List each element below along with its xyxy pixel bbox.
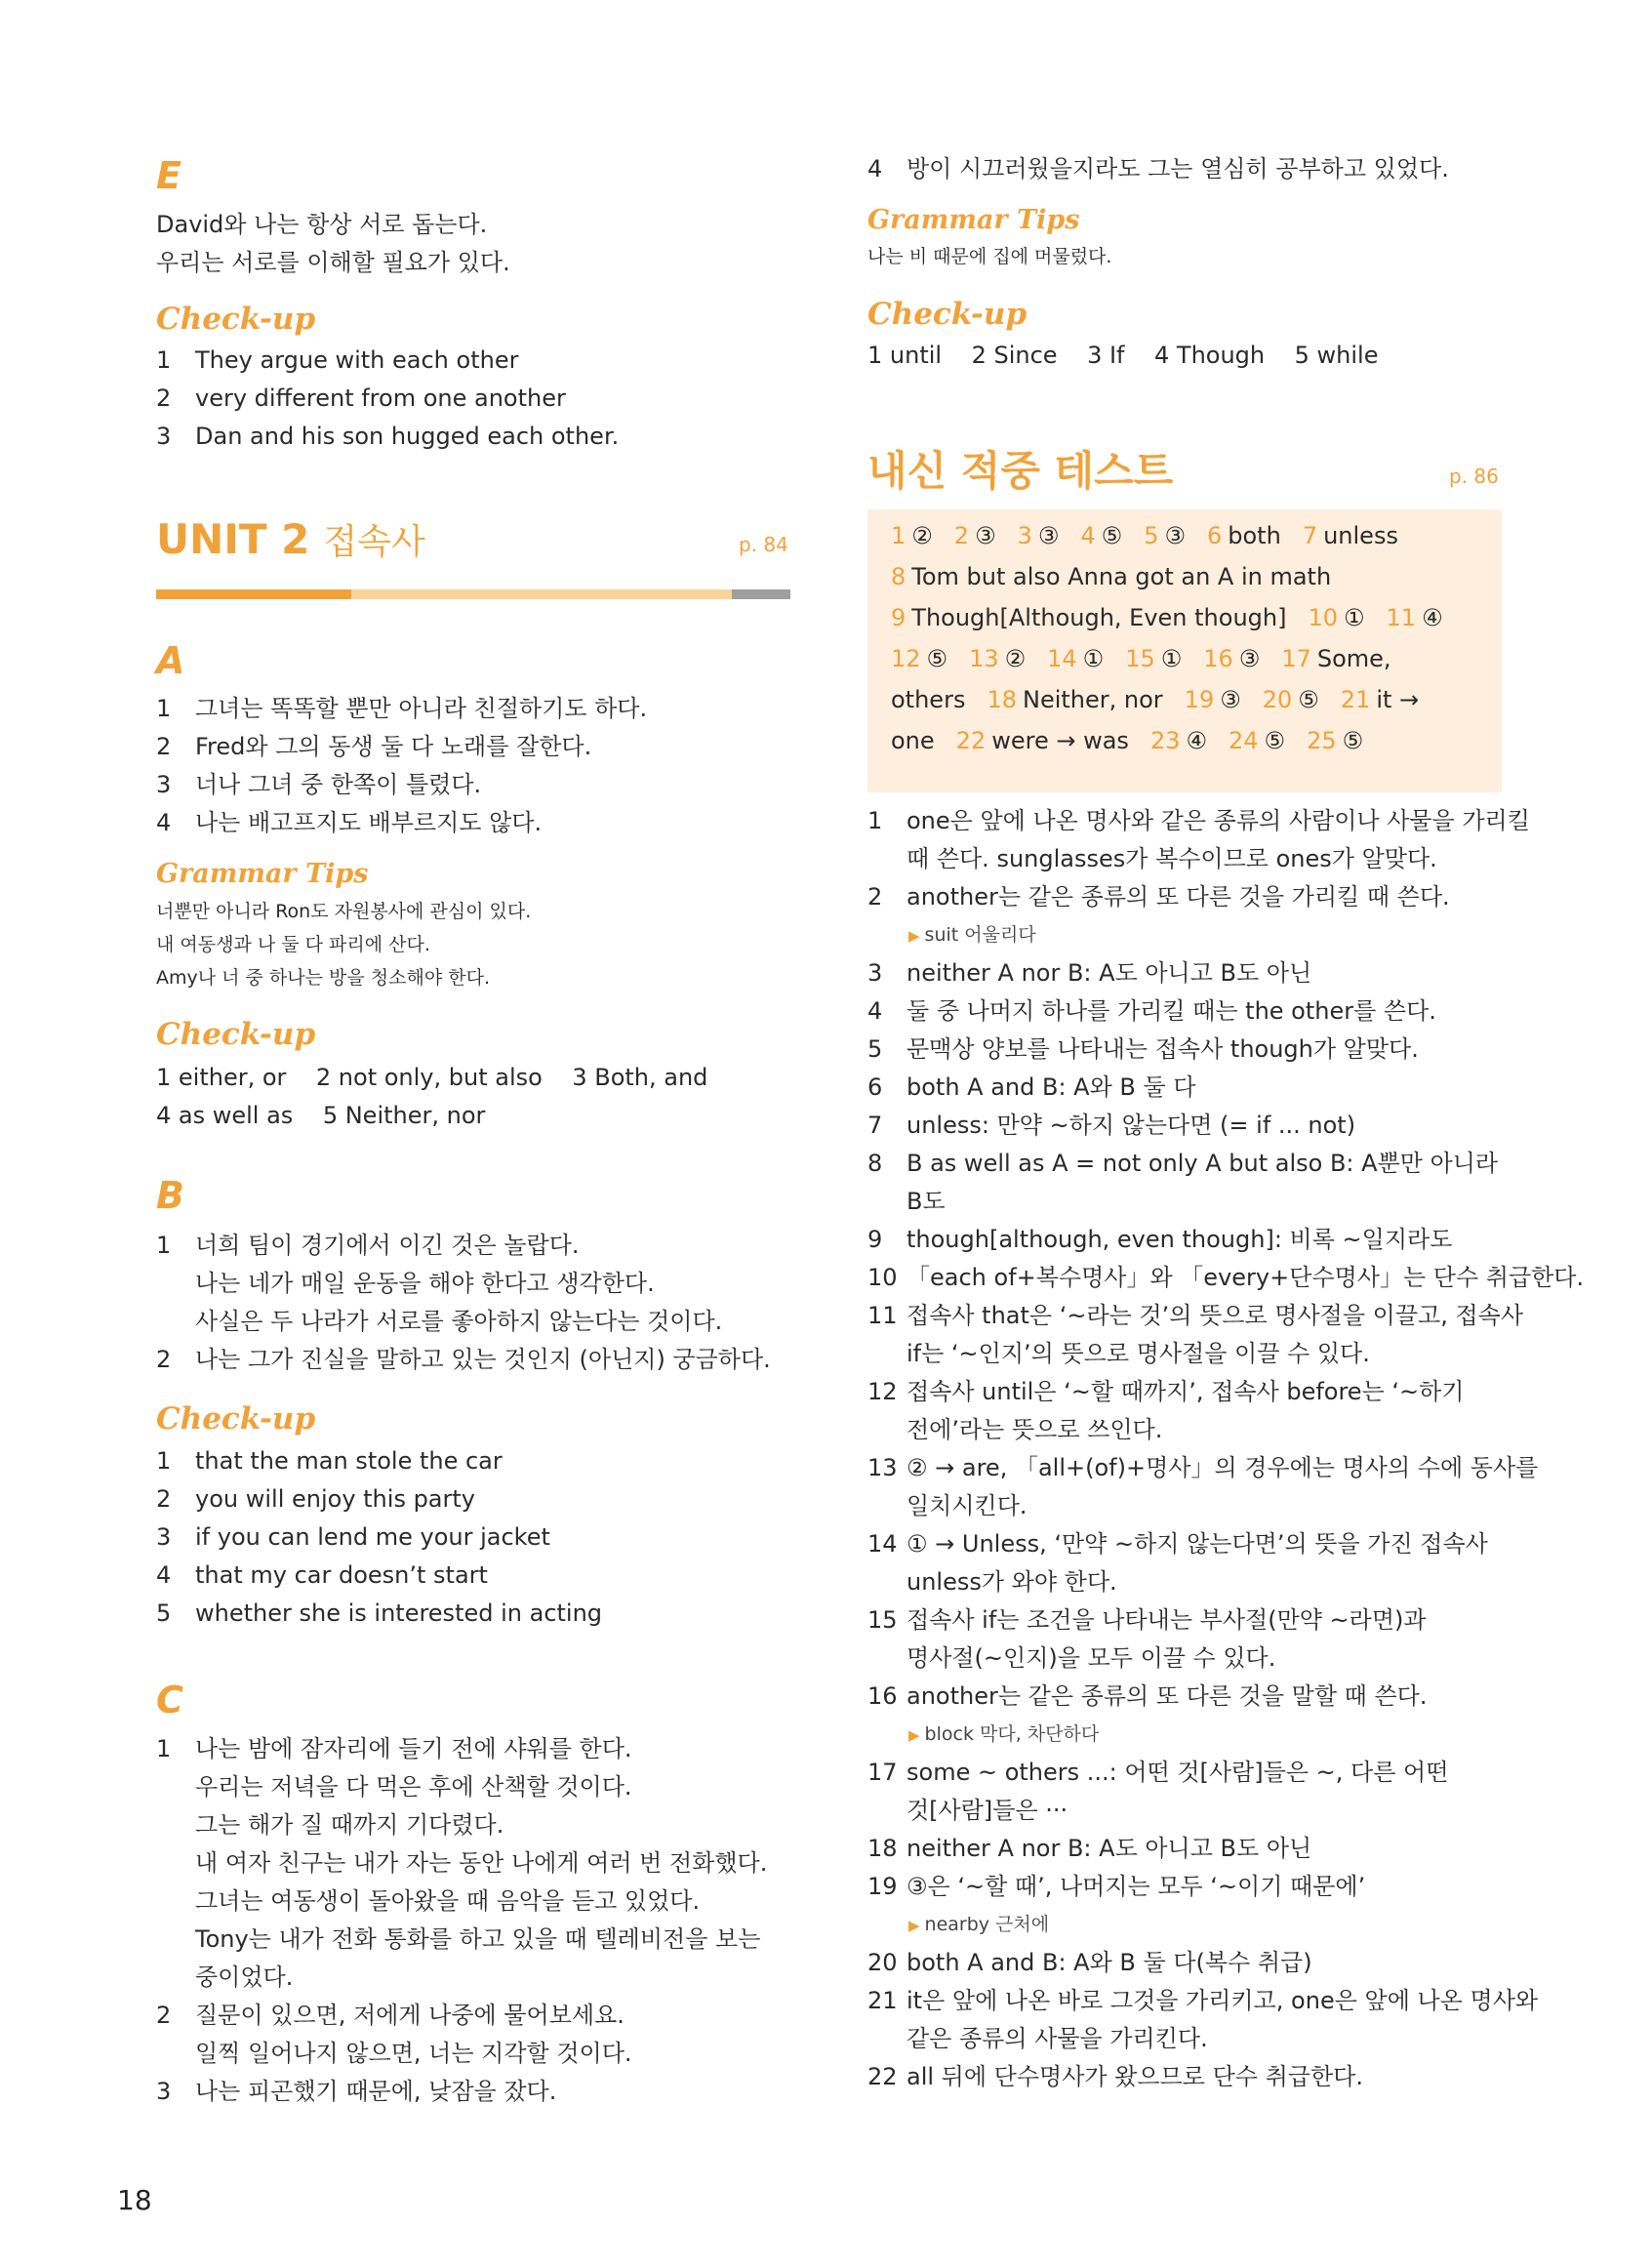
item-text: that my car doesn’t start [195,1561,488,1589]
answer-number: 12 [891,645,921,672]
explanation-text: 둘 중 나머지 하나를 가리킬 때는 the other를 쓴다. [907,997,1436,1025]
item-text: 일찍 일어나지 않으면, 너는 지각할 것이다. [195,2040,632,2067]
explanation-line [867,1487,1502,1525]
answer-number: 5 [1144,522,1159,549]
explanation-line [867,2020,1502,2058]
list-item [156,1882,800,1921]
answer-value: ⑤ [1342,727,1364,754]
explanation-text: neither A nor B: A도 아니고 B도 아닌 [907,959,1312,987]
e-line: David와 나는 항상 서로 돕는다. [156,211,488,238]
list-item [156,1595,800,1633]
item-number: 2 [156,385,172,412]
a-grammar-tips [156,895,800,994]
explanation-text: one은 앞에 나온 명사와 같은 종류의 사람이나 사물을 가리킬 [907,807,1530,834]
answer-number: 2 [953,522,970,549]
item-number: 1 [156,1735,172,1762]
unit-page-ref: p. 84 [739,533,788,556]
item-text: Fred와 그의 동생 둘 다 노래를 잘한다. [195,733,592,760]
explanation-line [867,878,1502,916]
item-number: 1 [156,695,172,722]
explanation-text: 접속사 that은 ‘~라는 것’의 뜻으로 명사절을 이끌고, 접속사 [907,1302,1523,1329]
explanation-number: 20 [867,1949,898,1976]
answer-value: Tom but also Anna got an A in math [911,563,1332,590]
answer-value: ③ [1164,522,1186,549]
explanation-number: 16 [867,1682,898,1710]
list-item [156,418,800,456]
explanation-line [867,1221,1502,1259]
explanation-number: 3 [867,959,883,987]
list-item [156,1341,800,1379]
explanation-number: 12 [867,1378,898,1405]
item-text: 질문이 있으면, 저에게 나중에 물어보세요. [195,2002,625,2029]
explanation-line [867,1259,1585,1297]
note-text: suit 어울리다 [924,924,1036,946]
explanation-text: another는 같은 종류의 또 다른 것을 가리킬 때 쓴다. [907,883,1450,911]
checkup-line: 1 either, or 2 not only, but also 3 Both, and [156,1064,708,1091]
unit-number: UNIT 2 [156,515,310,563]
item-text: 나는 배고프지도 배부르지도 않다. [195,809,543,836]
explanation-line [867,1982,1539,2020]
explanation-line [867,1792,1502,1830]
answer-number: 15 [1125,645,1155,672]
right-checkup-title: Check-up [867,297,1027,332]
explanation-line [867,1830,1502,1868]
explanation-line [867,1183,1502,1221]
list-item [156,1806,800,1844]
explanation-line [867,1107,1502,1145]
list-item [156,728,800,766]
explanation-number: 5 [867,1035,883,1063]
answer-value: ⑤ [1298,686,1319,713]
section-letter-c: C [156,1679,183,1721]
item-text: you will enjoy this party [195,1485,475,1513]
explanation-line [867,2058,1502,2096]
item-text: 사실은 두 나라가 서로를 좋아하지 않는다는 것이다. [195,1308,723,1335]
right-top-item [867,150,1502,188]
answer-value: ② [1004,645,1027,672]
answer-value: others [891,686,966,713]
section-letter-e: E [156,154,181,197]
answer-number: 8 [891,563,907,590]
explanation-text: all 뒤에 단수명사가 왔으므로 단수 취급한다. [907,2063,1363,2090]
item-text: if you can lend me your jacket [195,1523,550,1551]
triangle-bullet-icon: ▶ [908,1917,920,1934]
answer-number: 14 [1047,645,1077,672]
answer-key-box [867,509,1502,792]
section-letter-a: A [156,639,185,682]
item-text: 우리는 저녁을 다 먹은 후에 산책할 것이다. [195,1773,632,1801]
list-item [156,1959,800,1997]
answer-number: 19 [1184,686,1215,713]
item-number: 3 [156,2078,172,2105]
answer-value: Some, [1316,645,1391,672]
triangle-bullet-icon: ▶ [908,927,920,945]
checkup-line: 4 as well as 5 Neither, nor [156,1102,486,1129]
explanation-text: some ~ others ...: 어떤 것[사람]들은 ~, 다른 어떤 [907,1759,1449,1786]
a-checkup-list [156,1059,800,1135]
unit-divider-bar [156,589,790,599]
list-item [156,1730,800,1768]
item-text: 나는 그가 진실을 말하고 있는 것인지 (아닌지) 궁금하다. [195,1346,771,1373]
list-item [156,1844,800,1882]
item-text: 방이 시끄러웠을지라도 그는 열심히 공부하고 있었다. [907,155,1449,182]
item-text: 그녀는 여동생이 돌아왔을 때 음악을 듣고 있었다. [195,1887,701,1915]
item-text: 그녀는 똑똑할 뿐만 아니라 친절하기도 하다. [195,695,648,722]
explanation-note [867,1716,1502,1754]
answer-value: ① [1344,604,1365,631]
explanation-text: neither A nor B: A도 아니고 B도 아닌 [907,1835,1312,1862]
answer-value: ⑤ [1101,522,1123,549]
list-item [156,1480,800,1518]
item-number: 3 [156,423,172,450]
item-number: 2 [156,2002,172,2029]
answer-value: Neither, nor [1023,686,1163,713]
item-text: 내 여자 친구는 내가 자는 동안 나에게 여러 번 전화했다. [195,1849,768,1877]
right-grammar-tips-title: Grammar Tips [867,205,1080,235]
explanation-text: unless: 만약 ~하지 않는다면 (= if ... not) [907,1112,1356,1139]
item-number: 1 [156,1447,172,1475]
item-text: that the man stole the car [195,1447,503,1475]
test-title: 내신 적중 테스트 [867,447,1174,495]
b-items [156,1227,800,1379]
b-checkup-title: Check-up [156,1401,316,1437]
explanation-text: 접속사 if는 조건을 나타내는 부사절(만약 ~라면)과 [907,1606,1427,1634]
list-item [156,1518,800,1557]
explanation-number: 19 [867,1873,898,1900]
answer-value: both [1228,522,1281,549]
e-checkup-list [156,342,800,456]
answer-value: ③ [1238,645,1261,672]
explanation-number: 2 [867,883,883,911]
unit-subtitle: 접속사 [323,522,425,562]
a-grammar-tips-title: Grammar Tips [156,859,369,889]
explanation-text: 전에’라는 뜻으로 쓰인다. [907,1416,1163,1443]
unit-title [156,514,425,564]
explanation-text: 문맥상 양보를 나타내는 접속사 though가 알맞다. [907,1035,1419,1063]
explanation-number: 18 [867,1835,898,1862]
item-number: 2 [156,1485,172,1513]
explanation-text: both A and B: A와 B 둘 다 [907,1073,1196,1101]
explanation-line [867,1640,1502,1678]
a-items [156,690,800,842]
explanation-line [867,1069,1502,1107]
list-item [156,2035,800,2073]
answer-value: ④ [1422,604,1443,631]
answer-value: ③ [1037,522,1060,549]
item-text: 너희 팀이 경기에서 이긴 것은 놀랍다. [195,1232,580,1259]
explanation-text: 같은 종류의 사물을 가리킨다. [907,2025,1208,2052]
answer-number: 1 [891,522,907,549]
list-item [156,1768,800,1806]
explanation-number: 4 [867,997,883,1025]
answer-value: it → [1376,686,1420,713]
explanation-text: 일치시킨다. [907,1492,1027,1519]
answer-value: ⑤ [1264,727,1286,754]
explanation-line [867,1373,1502,1411]
explanation-number: 13 [867,1454,898,1481]
item-number: 4 [867,155,883,182]
answer-value: Though[Although, Even though] [911,604,1287,631]
explanation-number: 8 [867,1150,883,1177]
answer-number: 20 [1262,686,1293,713]
explanation-number: 14 [867,1530,898,1558]
explanation-text: unless가 와야 한다. [907,1568,1117,1596]
bar-segment [351,589,732,599]
a-checkup-title: Check-up [156,1017,316,1052]
answer-value: one [891,727,935,754]
answer-number: 3 [1017,522,1032,549]
page-number: 18 [117,2184,152,2216]
answer-number: 10 [1308,604,1339,631]
bar-segment [732,589,790,599]
explanation-text: 때 쓴다. sunglasses가 복수이므로 ones가 알맞다. [907,845,1437,872]
list-item [156,1303,800,1341]
explanation-line [867,1563,1502,1601]
explanation-text: ③은 ‘~할 때’, 나머지는 모두 ‘~이기 때문에’ [907,1873,1366,1900]
list-item [156,1227,800,1265]
answer-value: ⑤ [926,645,948,672]
explanation-text: another는 같은 종류의 또 다른 것을 말할 때 쓴다. [907,1682,1428,1710]
explanation-text: if는 ‘~인지’의 뜻으로 명사절을 이끌 수 있다. [907,1340,1370,1367]
item-text: Tony는 내가 전화 통화를 하고 있을 때 텔레비전을 보는 [195,1925,761,1953]
tip-line: 나는 비 때문에 집에 머물렀다. [867,246,1112,267]
list-item [156,1442,800,1480]
answer-value: ④ [1186,727,1207,754]
answer-number: 17 [1281,645,1311,672]
tip-line: 내 여동생과 나 둘 다 파리에 산다. [156,934,430,955]
section-letter-b: B [156,1174,184,1217]
answer-number: 24 [1229,727,1259,754]
explanation-number: 1 [867,807,883,834]
answer-number: 6 [1206,522,1223,549]
answer-value: ③ [1220,686,1241,713]
explanation-line [867,1411,1502,1449]
explanation-line [867,1297,1523,1335]
explanation-note [867,1906,1502,1944]
item-text: They argue with each other [195,346,519,374]
answer-number: 21 [1340,686,1371,713]
item-number: 1 [156,1232,172,1259]
explanation-number: 6 [867,1073,883,1101]
item-text: 중이었다. [195,1963,294,1991]
answer-line [891,515,1420,556]
explanation-line [867,954,1502,992]
bar-segment [156,589,351,599]
answer-number: 25 [1307,727,1337,754]
e-lines [156,206,800,282]
answer-line [891,638,1413,679]
e-line: 우리는 서로를 이해할 필요가 있다. [156,249,510,276]
explanation-text: though[although, even though]: 비록 ~일지라도 [907,1226,1453,1253]
answer-line [891,597,1465,638]
explanation-line [867,1944,1502,1982]
explanation-text: 접속사 until은 ‘~할 때까지’, 접속사 before는 ‘~하기 [907,1378,1465,1405]
explanation-text: B도 [907,1188,946,1215]
explanation-line [867,992,1502,1031]
list-item [156,1265,800,1303]
list-item [156,1557,800,1595]
explanation-text: 것[사람]들은 ··· [907,1797,1068,1824]
explanation-number: 21 [867,1987,898,2014]
right-grammar-tips [867,240,1502,273]
answer-value: were → was [991,727,1129,754]
item-number: 3 [156,1523,172,1551]
explanation-line [867,1868,1502,1906]
note-text: block 막다, 차단하다 [924,1723,1100,1745]
explanation-text: ② → are, 「all+(of)+명사」의 경우에는 명사의 수에 동사를 [907,1454,1539,1481]
explanation-text: ① → Unless, ‘만약 ~하지 않는다면’의 뜻을 가진 접속사 [907,1530,1488,1558]
answer-number: 9 [891,604,907,631]
explanation-line [867,802,1530,840]
answer-number: 4 [1080,522,1096,549]
tip-line: 너뿐만 아니라 Ron도 자원봉사에 관심이 있다. [156,901,532,922]
explanation-number: 15 [867,1606,898,1634]
list-item [867,150,1502,188]
note-text: nearby 근처에 [924,1914,1050,1935]
list-item [156,690,800,728]
explanation-line [867,1449,1539,1487]
explanation-line [867,1601,1502,1640]
item-number: 2 [156,1346,172,1373]
answer-number: 13 [969,645,999,672]
list-item [156,342,800,380]
list-item [156,1921,800,1959]
right-checkup-list [867,337,1502,375]
item-number: 5 [156,1599,172,1627]
explanation-list [867,802,1585,2096]
answer-line [891,679,1440,720]
explanation-text: 명사절(~인지)을 모두 이끌 수 있다. [907,1644,1276,1672]
explanation-text: 「each of+복수명사」와 「every+단수명사」는 단수 취급한다. [907,1264,1585,1291]
explanation-note [867,916,1502,954]
c-items [156,1730,800,2111]
answer-line [891,556,1352,597]
explanation-line [867,1335,1502,1373]
explanation-line [867,1145,1502,1183]
answer-number: 23 [1149,727,1181,754]
item-text: 나는 밤에 잠자리에 들기 전에 샤워를 한다. [195,1735,632,1762]
item-number: 2 [156,733,172,760]
answer-number: 22 [955,727,987,754]
explanation-number: 17 [867,1759,898,1786]
explanation-line [867,840,1502,878]
answer-value: ② [911,522,933,549]
answer-value: ③ [975,522,996,549]
answer-number: 16 [1203,645,1233,672]
explanation-text: B as well as A = not only A but also B: A뿐만 아니라 [907,1150,1499,1177]
list-item [156,1997,800,2035]
b-checkup-list [156,1442,800,1633]
item-text: whether she is interested in acting [195,1599,603,1627]
item-text: 나는 피곤했기 때문에, 낮잠을 잤다. [195,2078,557,2105]
explanation-text: it은 앞에 나온 바로 그것을 가리키고, one은 앞에 나온 명사와 [907,1987,1539,2014]
explanation-number: 22 [867,2063,898,2090]
item-number: 1 [156,346,172,374]
checkup-line: 1 until 2 Since 3 If 4 Though 5 while [867,342,1379,369]
answer-number: 18 [987,686,1017,713]
test-page-ref: p. 86 [1449,465,1499,488]
answer-number: 11 [1386,604,1417,631]
explanation-line [867,1678,1502,1716]
answer-line [891,720,1385,761]
list-item [156,804,800,842]
explanation-number: 11 [867,1302,898,1329]
answer-number: 7 [1302,522,1318,549]
answer-value: ① [1082,645,1105,672]
explanation-number: 10 [867,1264,898,1291]
triangle-bullet-icon: ▶ [908,1726,920,1744]
item-text: very different from one another [195,385,566,412]
answer-value: ① [1160,645,1183,672]
item-number: 4 [156,809,172,836]
item-text: Dan and his son hugged each other. [195,423,620,450]
explanation-line [867,1525,1502,1563]
explanation-line [867,1754,1502,1792]
explanation-number: 9 [867,1226,883,1253]
list-item [156,2073,800,2111]
list-item [156,380,800,418]
item-number: 4 [156,1561,172,1589]
answer-value: unless [1323,522,1398,549]
item-text: 그는 해가 질 때까지 기다렸다. [195,1811,504,1839]
item-text: 너나 그녀 중 한쪽이 틀렸다. [195,771,482,798]
list-item [156,766,800,804]
explanation-text: both A and B: A와 B 둘 다(복수 취급) [907,1949,1312,1976]
e-checkup-title: Check-up [156,302,316,337]
tip-line: Amy나 너 중 하나는 방을 청소해야 한다. [156,967,490,989]
item-text: 나는 네가 매일 운동을 해야 한다고 생각한다. [195,1270,655,1297]
explanation-line [867,1031,1502,1069]
explanation-number: 7 [867,1112,883,1139]
item-number: 3 [156,771,172,798]
